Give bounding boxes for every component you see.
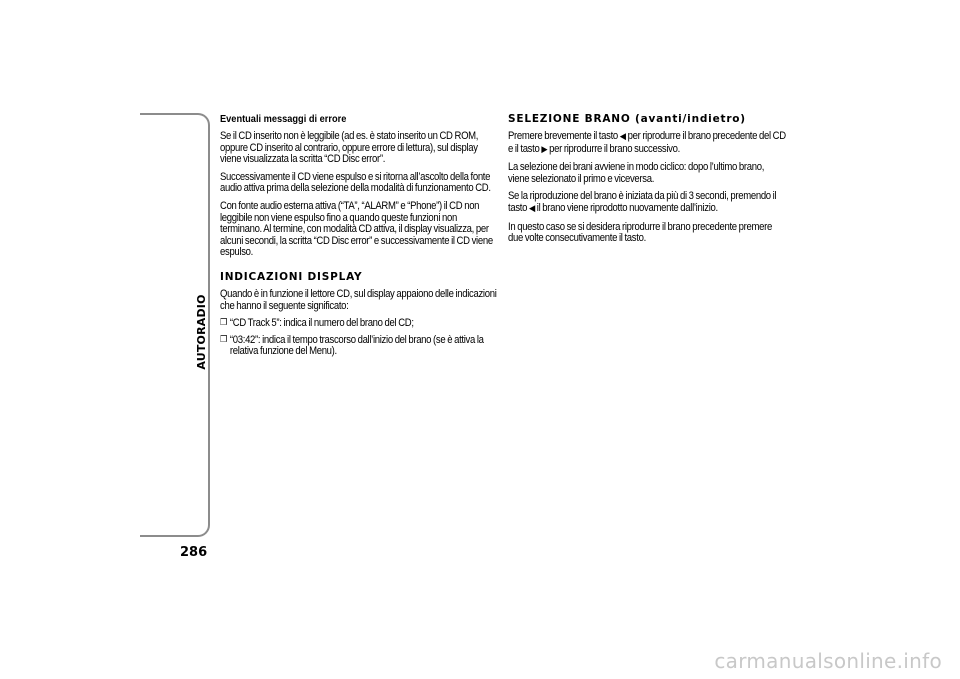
triangle-left-icon: ◀ xyxy=(528,203,535,214)
paragraph: Con fonte audio esterna attiva (“TA”, “ALARM” e “Phone”) il CD non leggibile non viene espulso fino a quando queste funzioni non terminano. Al termine, con modalità CD attiva, il display visualizza, per alcuni secondi, la scritta “CD Disc error” e successivamente il CD viene espulso. xyxy=(220,199,493,259)
heading-display-indications: INDICAZIONI DISPLAY xyxy=(220,270,363,283)
paragraph xyxy=(508,131,787,156)
section-label-text: AUTORADIO xyxy=(195,294,208,370)
page-number: 286 xyxy=(180,545,208,560)
list-item xyxy=(220,318,499,330)
heading-track-selection: SELEZIONE BRANO (avanti/indietro) xyxy=(508,113,746,125)
checkbox-bullet-icon: ❒ xyxy=(220,318,227,329)
list-item-text: “CD Track 5”: indica il numero del brano del CD; xyxy=(229,317,414,330)
paragraph: Se il CD inserito non è leggibile (ad es. è stato inserito un CD ROM, oppure CD inserito al contrario, oppure errore di lettura), sul display viene visualizzata la scritta “CD Disc error”. xyxy=(220,130,479,166)
paragraph: Successivamente il CD viene espulso e si ritorna all’ascolto della fonte audio attiva prima della selezione della modalità di funzionamento CD. xyxy=(220,170,491,195)
text-run: per riprodurre il brano successivo. xyxy=(549,142,680,155)
text-run: Se la riproduzione del brano è iniziata da più di 3 secondi, premendo il tasto xyxy=(508,190,777,214)
paragraph: In questo caso se si desidera riprodurre il brano precedente premere due volte consecutivamente il tasto. xyxy=(508,220,772,245)
list-item-text: “03:42”: indica il tempo trascorso dall’inizio del brano (se è attiva la relativa funzione del Menu). xyxy=(229,333,484,358)
text-run: il brano viene riprodotto nuovamente dall’inizio. xyxy=(536,201,718,214)
text-run: per riprodurre il brano precedente del CD e il tasto xyxy=(508,130,786,155)
checkbox-bullet-icon: ❒ xyxy=(220,334,227,345)
heading-error-messages: Eventuali messaggi di errore xyxy=(220,113,347,125)
text-run: Premere brevemente il tasto xyxy=(508,130,618,142)
paragraph xyxy=(508,191,787,215)
triangle-right-icon: ▶ xyxy=(541,144,548,155)
watermark: carmanualsonline.info xyxy=(714,649,942,673)
triangle-left-icon: ◀ xyxy=(619,132,626,142)
list-item xyxy=(220,335,499,358)
paragraph: La selezione dei brani avviene in modo ciclico: dopo l’ultimo brano, viene selezionato il primo e viceversa. xyxy=(508,161,765,185)
paragraph: Quando è in funzione il lettore CD, sul display appaiono delle indicazioni che hanno il seguente significato: xyxy=(220,287,497,312)
left-column xyxy=(220,113,502,363)
right-column xyxy=(508,113,790,251)
